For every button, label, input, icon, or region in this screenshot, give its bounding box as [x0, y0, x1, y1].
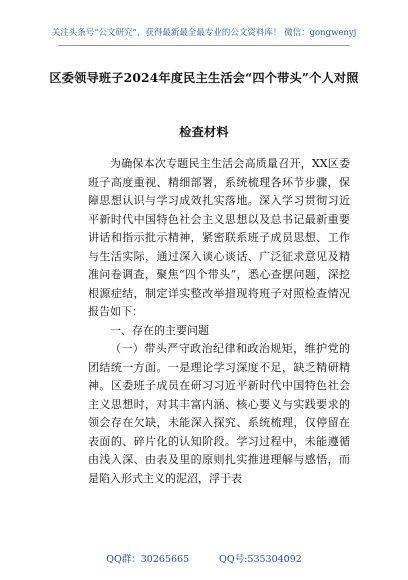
- document-title-line1: 区委领导班子2024年度民主生活会“四个带头”个人对照: [49, 71, 359, 85]
- section-heading: 一、存在的主要问题: [110, 323, 209, 337]
- header-divider: [58, 45, 350, 46]
- document-title-line2: 检查材料: [179, 125, 229, 139]
- footer-qq-group: QQ群：30265665: [106, 554, 190, 565]
- document-body: [88, 155, 350, 488]
- body-paragraph-1: （一）带头严守政治纪律和政治规矩，维护党的团结统一方面。一是理论学习深度不足，缺乏精研精神。区委班子成员在研习习近平新时代中国特色社会主义思想时，对其丰富内涵、核心要义与实践要求的领会存在欠缺，未能深入探究、系统梳理，仅停留在表面的、碎片化的认知阶段。学习过程中，未能遵循由浅入深、由表及里的原则扎实推进理解与感悟，而是陷入形式主义的泥沼，浮于表: [88, 342, 350, 485]
- header-banner: 关注头条号“公文研究”，获得最新最全最专业的公文资料库！ 微信：gongwenyj: [51, 28, 357, 38]
- footer-qq-number: QQ号:535304092: [219, 554, 302, 565]
- footer-contacts: [0, 551, 408, 565]
- body-paragraph-intro: 为确保本次专题民主生活会高质量召开，XX区委班子高度重视、精细部署，系统梳理各环节步骤，保障思想认识与学习成效扎实落地。深入学习贯彻习近平新时代中国特色社会主义思想以及总书记最新重要讲话和指示批示精神，紧密联系班子成员思想、工作与生活实际，通过深入谈心谈话、广泛征求意见及精准问卷调查，聚焦“四个带头”，悉心查摆问题，深挖根源症结，制定详实整改举措现将班子对照检查情况报告如下：: [88, 157, 350, 318]
